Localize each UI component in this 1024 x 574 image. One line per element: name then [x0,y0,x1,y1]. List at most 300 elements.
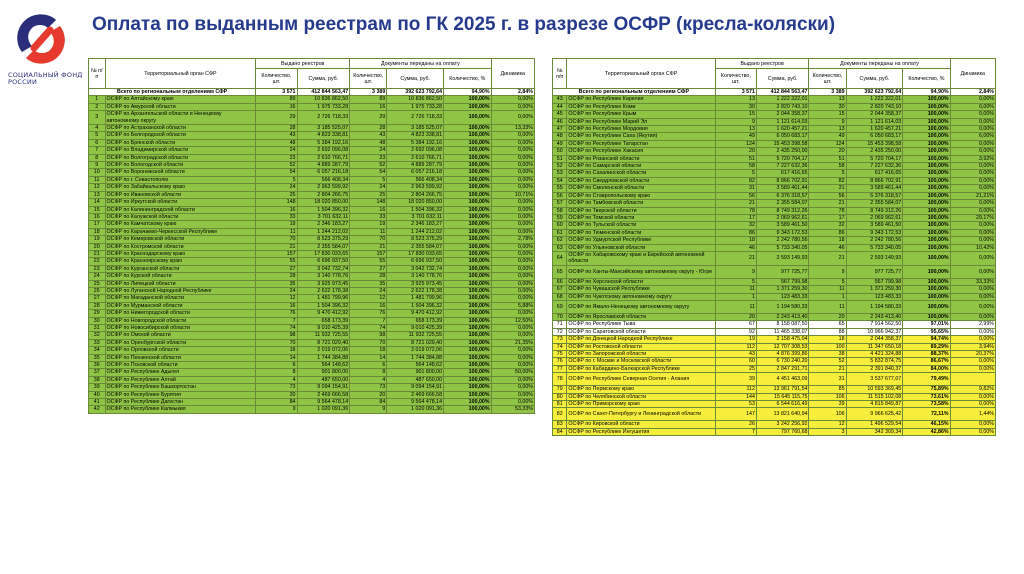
row-pct: 100,00% [444,295,492,302]
table-row [553,170,996,177]
total-dyn: 2,84% [491,89,534,96]
row-sum: 1 371 259,30 [756,286,809,293]
row-sum2: 658 173,39 [387,317,444,324]
row-pct: 100,00% [903,118,950,125]
row-org-name: ОСФР по Республике Ингушетия [567,428,715,435]
row-qty: 60 [715,358,756,365]
total-sum2: 392 623 792,64 [387,89,444,96]
row-sum: 2 804 266,75 [297,191,350,198]
row-qty2: 16 [350,302,387,309]
row-dyn: 0,00% [491,354,534,361]
row-sum2: 2 820 743,10 [846,103,903,110]
table-row [89,169,535,176]
row-pct: 100,00% [903,103,950,110]
row-qty: 25 [256,191,297,198]
row-sum2: 2 044 358,37 [846,111,903,118]
row-num: 81 [553,401,567,408]
row-org-name: ОСФР по Луганской Народной Республике [105,287,256,294]
row-pct: 89,29% [903,343,950,350]
row-num: 17 [89,221,106,228]
row-org-name: ОСФР по Республике Дагестан [105,399,256,406]
row-org-name: ОСФР по Удмуртской Республике [567,237,715,244]
row-qty: 148 [256,199,297,206]
row-num: 65 [553,265,567,278]
table-row [553,265,996,278]
row-qty2: 70 [350,236,387,243]
row-qty: 16 [256,206,297,213]
row-dyn: 0,00% [491,391,534,398]
row-qty2: 70 [350,339,387,346]
row-dyn: 0,00% [491,213,534,220]
row-org-name: ОСФР по Владимирской области [105,147,256,154]
row-sum: 566 408,34 [297,176,350,183]
table-row [553,373,996,386]
row-num: 82 [553,408,567,421]
row-qty: 58 [715,163,756,170]
row-qty2: 20 [809,313,846,320]
row-sum2: 1 244 212,02 [387,228,444,235]
row-pct: 100,00% [444,147,492,154]
row-sum2: 7 914 562,50 [846,321,903,328]
row-num: 63 [553,244,567,251]
total-label: Всего по региональным отделениям СФР [553,89,716,96]
row-org-name: ОСФР по Кемеровской области [105,236,256,243]
table-row [89,191,535,198]
row-num: 60 [553,222,567,229]
row-num: 80 [553,393,567,400]
table-row [89,265,535,272]
row-qty2: 78 [809,207,846,214]
row-sum2: 1 222 322,01 [846,96,903,103]
row-dyn: 3,92% [950,155,995,162]
table-row [89,228,535,235]
row-sum: 617 416,65 [756,170,809,177]
row-sum2: 17 830 033,65 [387,250,444,257]
row-num: 9 [89,162,106,169]
row-num: 76 [553,358,567,365]
table-row [553,293,996,300]
table-row [553,214,996,221]
row-num: 42 [89,406,106,413]
row-qty2: 4 [350,376,387,383]
row-sum: 9 343 172,53 [756,229,809,236]
row-qty2: 7 [350,317,387,324]
col-org: Территориальный орган СФР [567,59,715,89]
row-pct: 100,00% [444,111,492,125]
row-sum: 2 820 743,10 [756,103,809,110]
row-org-name: ОСФР по Пензенской области [105,354,256,361]
row-sum2: 2 593 149,93 [846,251,903,265]
row-org-name: ОСФР по Республике Крым [567,111,715,118]
row-num: 7 [89,147,106,154]
row-dyn: 50,00% [491,369,534,376]
row-sum2: 10 593 369,45 [846,386,903,393]
row-org-name: ОСФР по Белгородской области [105,132,256,139]
row-sum2: 123 483,33 [846,293,903,300]
row-qty2: 84 [350,399,387,406]
row-qty: 43 [256,132,297,139]
row-pct: 100,00% [444,139,492,146]
row-dyn: 0,00% [950,401,995,408]
row-qty: 13 [715,96,756,103]
row-qty2: 6 [350,362,387,369]
row-dyn: 0,00% [950,428,995,435]
row-org-name: ОСФР по Республике Марий Эл [567,118,715,125]
row-dyn: 0,00% [950,222,995,229]
row-org-name: ОСФР по Курской области [105,273,256,280]
row-qty2: 9 [809,265,846,278]
table-row [553,229,996,236]
row-dyn: 3,94% [950,343,995,350]
row-dyn: 0,00% [491,332,534,339]
table-row [89,96,535,103]
row-pct: 100,00% [903,293,950,300]
total-label: Всего по региональным отделениям СФР [89,89,256,96]
row-dyn: 29,17% [950,214,995,221]
table-row [89,339,535,346]
row-num: 27 [89,295,106,302]
row-sum2: 2 044 358,37 [846,336,903,343]
row-num: 15 [89,206,106,213]
row-org-name: ОСФР по Херсонской области [567,278,715,285]
row-sum: 2 435 250,00 [756,148,809,155]
row-dyn: 0,00% [491,199,534,206]
table-row [89,399,535,406]
row-qty2: 15 [809,111,846,118]
row-org-name: ОСФР по Свердловской области [567,177,715,184]
table-row [553,148,996,155]
row-org-name: ОСФР по Амурской области [105,103,256,110]
row-qty: 9 [715,265,756,278]
table-row [89,258,535,265]
row-dyn: 0,00% [950,286,995,293]
row-pct: 100,00% [903,96,950,103]
row-sum: 2 346 183,27 [297,221,350,228]
row-dyn: 0,00% [950,251,995,265]
table-row [89,213,535,220]
row-pct: 100,00% [444,376,492,383]
table-row [553,401,996,408]
table-row [89,184,535,191]
row-pct: 100,00% [444,325,492,332]
total-row [553,89,996,96]
row-org-name: ОСФР по Тульской области [567,222,715,229]
row-pct: 72,11% [903,408,950,421]
table-row [89,154,535,161]
table-row [553,118,996,125]
row-sum2: 9 564 478,14 [387,399,444,406]
row-qty2: 30 [809,103,846,110]
row-sum: 6 730 240,20 [756,358,809,365]
row-dyn [950,373,995,386]
row-num: 20 [89,243,106,250]
row-org-name: ОСФР по Ростовской области [567,343,715,350]
row-dyn: 0,00% [950,237,995,244]
row-num: 5 [89,132,106,139]
row-pct: 100,00% [903,278,950,285]
row-qty2: 5 [809,170,846,177]
table-row [553,408,996,421]
row-sum2: 1 020 091,36 [387,406,444,413]
row-qty2: 85 [809,386,846,393]
row-sum: 2 692 096,08 [297,147,350,154]
row-sum: 5 720 704,17 [756,155,809,162]
total-qty: 3 571 [715,89,756,96]
row-qty2: 24 [350,184,387,191]
row-pct: 100,00% [444,317,492,324]
row-pct: 88,37% [903,351,950,358]
row-pct: 100,00% [444,236,492,243]
row-num: 4 [89,125,106,132]
row-num: 73 [553,336,567,343]
row-qty2: 43 [350,132,387,139]
row-sum: 123 483,33 [756,293,809,300]
row-sum: 3 589 461,50 [756,222,809,229]
row-qty: 28 [256,273,297,280]
row-pct: 100,00% [444,228,492,235]
table-row [89,406,535,413]
total-qty2: 3 389 [350,89,387,96]
row-dyn: 0,00% [491,280,534,287]
row-dyn: 0,00% [950,96,995,103]
row-sum: 3 242 256,92 [756,421,809,428]
row-sum: 4 889 287,79 [297,162,350,169]
row-qty: 9 [256,406,297,413]
row-pct: 100,00% [444,258,492,265]
row-org-name: ОСФР по Саратовской области [567,328,715,335]
row-org-name: ОСФР по Астраханской области [105,125,256,132]
row-sum2: 6 376 318,57 [846,192,903,199]
row-sum2: 10 966 942,37 [846,328,903,335]
row-dyn: 0,00% [491,132,534,139]
row-num: 46 [553,118,567,125]
row-org-name: ОСФР по Орловской области [105,347,256,354]
row-org-name: ОСФР по Нижегородской области [105,310,256,317]
col-docs: Документы переданы на оплату [809,59,950,69]
row-sum: 2 593 149,93 [756,251,809,265]
row-num: 28 [89,302,106,309]
row-pct: 94,74% [903,336,950,343]
row-org-name: ОСФР по Иркутской области [105,199,256,206]
row-qty: 6 [256,362,297,369]
table-row [553,343,996,350]
col-num: № п/п [89,59,106,89]
row-qty2: 32 [809,222,846,229]
row-org-name: ОСФР по Самарской области [567,163,715,170]
row-org-name: ОСФР по Смоленской области [567,185,715,192]
table-row [553,386,996,393]
row-qty2: 21 [809,251,846,265]
row-pct: 100,00% [903,300,950,313]
row-org-name: ОСФР по Мурманской области [105,302,256,309]
row-pct: 100,00% [903,222,950,229]
row-qty2: 58 [809,163,846,170]
row-qty2: 31 [809,185,846,192]
row-org-name: ОСФР по Псковской области [105,362,256,369]
row-sum: 2 044 358,37 [756,111,809,118]
row-sum: 1 244 212,02 [297,228,350,235]
row-pct: 100,00% [444,162,492,169]
row-sum: 2 158 475,04 [756,336,809,343]
table-row [89,369,535,376]
total-row [89,89,535,96]
row-qty2: 13 [809,96,846,103]
row-qty2: 46 [809,244,846,251]
row-qty2: 106 [809,408,846,421]
row-pct: 46,15% [903,421,950,428]
row-qty: 11 [256,228,297,235]
col-org: Территориальный орган СФР [105,59,256,89]
row-pct: 100,00% [444,399,492,406]
row-org-name: ОСФР по Ханты-Мансийскому автономному округу - Югре [567,265,715,278]
row-dyn: 0,00% [491,206,534,213]
row-dyn: 0,00% [950,313,995,320]
table-row [89,273,535,280]
row-sum: 1 744 384,88 [297,354,350,361]
row-sum2: 6 696 937,50 [387,258,444,265]
row-dyn: 12,50% [491,317,534,324]
row-dyn: 1,44% [950,408,995,421]
row-qty: 21 [715,200,756,207]
row-sum: 3 925 973,45 [297,280,350,287]
row-qty2: 24 [350,287,387,294]
row-sum2: 2 963 599,92 [387,184,444,191]
row-qty2: 73 [350,384,387,391]
row-num: 23 [89,265,106,272]
row-dyn: 0,00% [950,365,995,372]
row-qty: 144 [715,393,756,400]
row-dyn: 2,99% [950,321,995,328]
row-pct: 42,86% [903,428,950,435]
row-qty2: 27 [350,265,387,272]
row-sum: 2 963 599,92 [297,184,350,191]
row-sum: 901 800,00 [297,369,350,376]
row-pct: 100,00% [903,244,950,251]
row-dyn: 0,00% [950,103,995,110]
row-sum: 7 227 632,36 [756,163,809,170]
row-org-name: ОСФР по Кировской области [567,421,715,428]
row-num: 58 [553,207,567,214]
row-org-name: ОСФР по Ивановской области [105,191,256,198]
table-row [89,362,535,369]
row-sum: 4 823 338,81 [297,132,350,139]
table-row [553,185,996,192]
row-qty2: 38 [809,351,846,358]
row-sum: 1 620 457,21 [756,126,809,133]
row-qty: 112 [715,343,756,350]
table-row [553,207,996,214]
row-qty: 86 [715,229,756,236]
table-row [89,310,535,317]
row-sum: 2 355 584,07 [297,243,350,250]
row-num: 25 [89,280,106,287]
row-pct: 100,00% [903,200,950,207]
table-row [553,421,996,428]
row-qty2: 16 [350,206,387,213]
row-pct: 100,00% [444,310,492,317]
row-dyn: 0,00% [950,111,995,118]
row-pct: 100,00% [444,332,492,339]
row-sum: 6 696 937,50 [297,258,350,265]
row-qty: 13 [715,126,756,133]
row-dyn: 0,00% [491,103,534,110]
table-row [553,237,996,244]
row-num: 53 [553,170,567,177]
row-sum2: 1 620 457,21 [846,126,903,133]
row-sum: 2 242 780,56 [756,237,809,244]
row-sum2: 4 815 849,87 [846,401,903,408]
row-sum: 5 733 340,05 [756,244,809,251]
table-row [89,391,535,398]
row-qty: 89 [256,96,297,103]
row-dyn: 0,00% [491,243,534,250]
row-qty2: 28 [350,273,387,280]
row-qty2: 5 [809,278,846,285]
row-num: 43 [553,96,567,103]
row-qty: 70 [256,339,297,346]
row-dyn: 9,82% [950,386,995,393]
row-sum2: 566 408,34 [387,176,444,183]
table-row [89,354,535,361]
row-pct: 100,00% [444,125,492,132]
row-sum: 9 470 412,92 [297,310,350,317]
row-sum2: 1 496 529,54 [846,421,903,428]
row-sum: 1 194 580,33 [756,300,809,313]
row-sum2: 2 610 766,71 [387,154,444,161]
row-num: 22 [89,258,106,265]
row-qty2: 33 [350,213,387,220]
row-qty: 14 [256,354,297,361]
row-pct: 100,00% [444,391,492,398]
row-sum: 1 222 322,01 [756,96,809,103]
row-pct: 100,00% [444,103,492,110]
table-row [553,313,996,320]
row-sum2: 6 057 216,18 [387,169,444,176]
row-pct: 95,65% [903,328,950,335]
row-pct: 100,00% [903,229,950,236]
row-sum2: 18 020 850,00 [387,199,444,206]
row-sum: 11 465 338,07 [756,328,809,335]
row-num: 54 [553,177,567,184]
row-num: 45 [553,111,567,118]
row-num: 48 [553,133,567,140]
row-qty: 55 [256,258,297,265]
row-num: 8 [89,154,106,161]
row-sum2: 2 242 780,56 [846,237,903,244]
row-sum2: 2 346 183,27 [387,221,444,228]
row-org-name: ОСФР по Красноярскому краю [105,258,256,265]
row-org-name: ОСФР по Забайкальскому краю [105,184,256,191]
table-row [89,132,535,139]
row-qty2: 28 [350,125,387,132]
row-dyn: 0,00% [491,111,534,125]
row-org-name: ОСФР по Камчатскому краю [105,221,256,228]
row-num: 34 [89,347,106,354]
row-dyn: 5,88% [491,302,534,309]
row-qty2: 8 [350,369,387,376]
row-qty2: 148 [350,199,387,206]
row-org-name: ОСФР по Хабаровскому краю и Еврейской автономной области [567,251,715,265]
row-org-name: ОСФР по Ставропольскому краю [567,192,715,199]
row-org-name: ОСФР по Тюменской области [567,229,715,236]
col-sum: Сумма, руб. [756,69,809,89]
row-org-name: ОСФР по Курганской области [105,265,256,272]
table-row [89,295,535,302]
row-sum2: 2 069 962,61 [846,214,903,221]
row-qty2: 1 [809,293,846,300]
row-sum: 2 469 666,58 [297,391,350,398]
row-pct: 97,01% [903,321,950,328]
